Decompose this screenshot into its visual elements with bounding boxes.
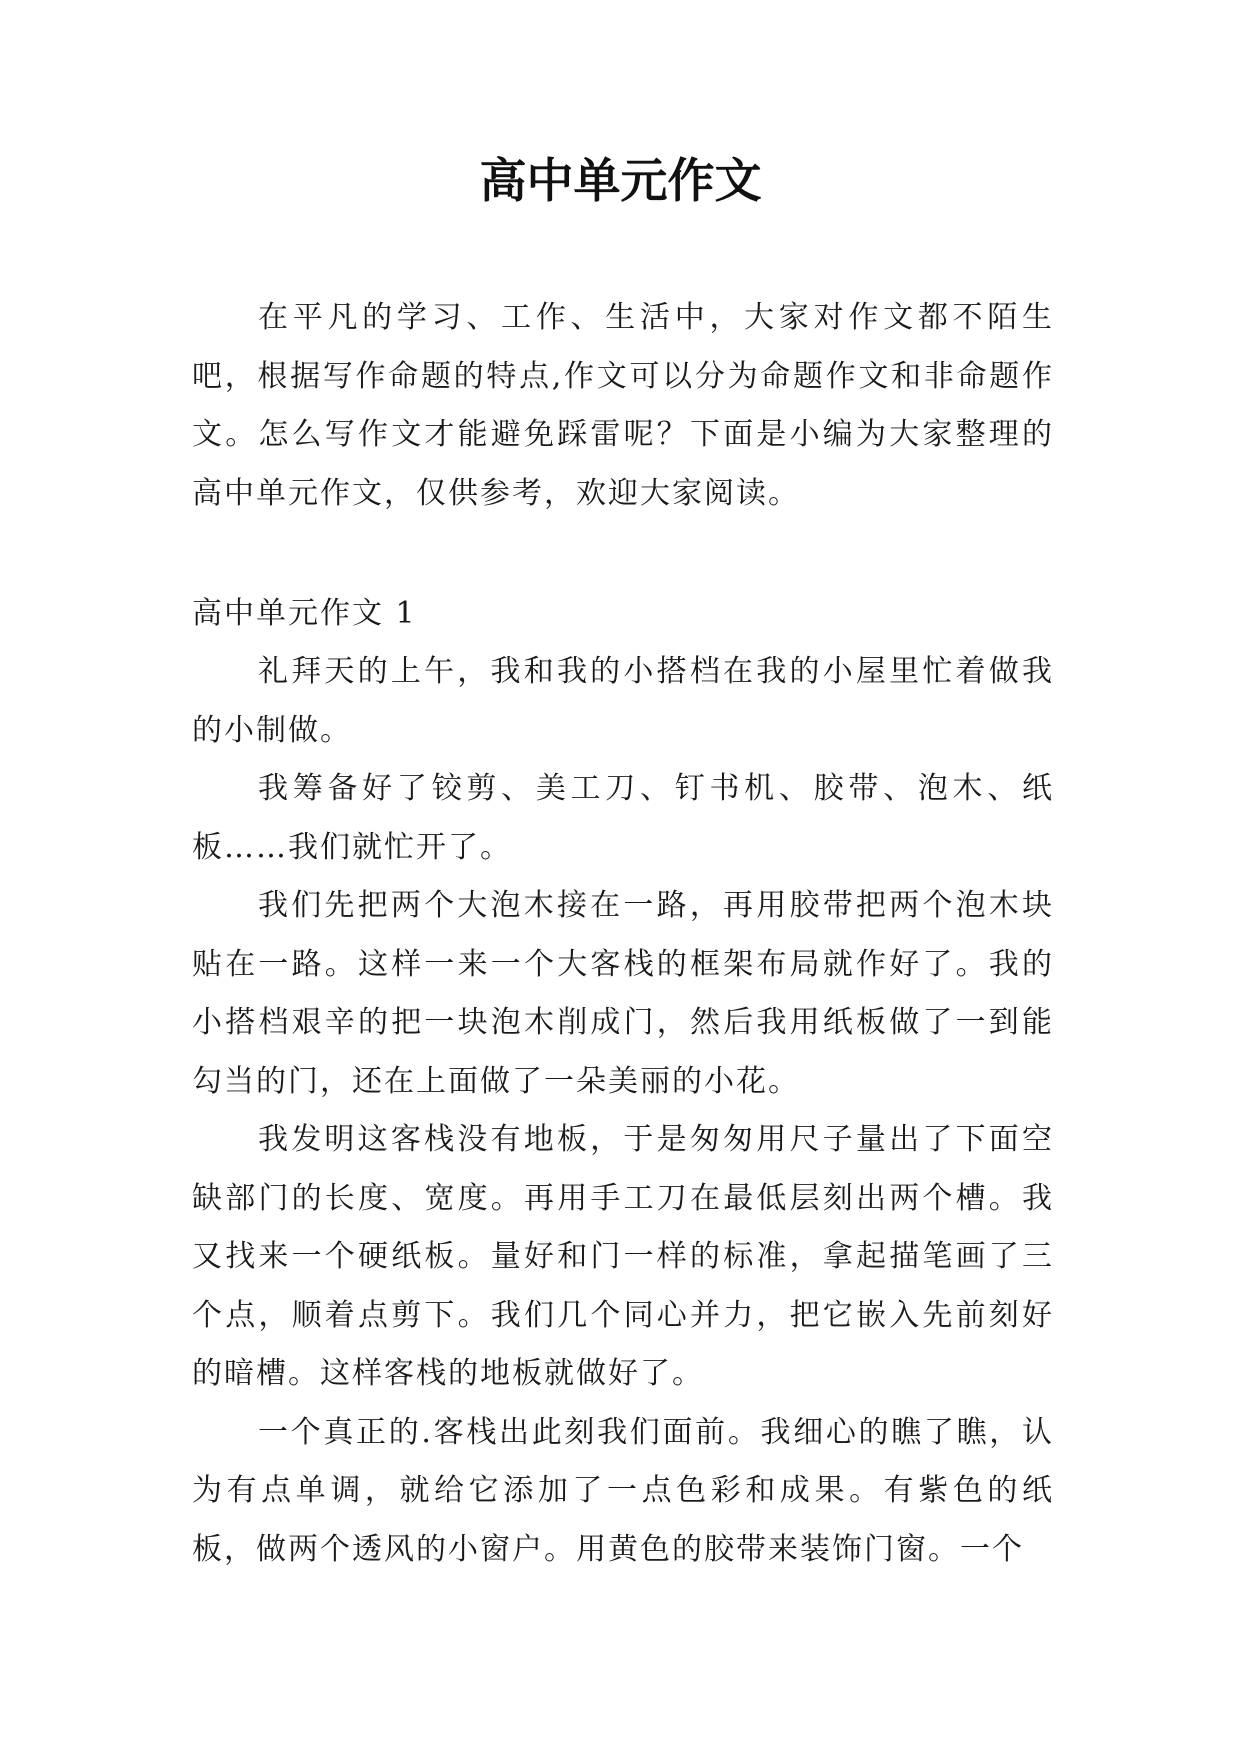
intro-paragraph: 在平凡的学习、工作、生活中，大家对作文都不陌生吧，根据写作命题的特点,作文可以分为命题作文和非命题作文。怎么写作文才能避免踩雷呢？下面是小编为大家整理的高中单元作文，仅供参考，欢迎大家阅读。 bbox=[192, 300, 1054, 511]
essay-paragraph-4: 我发明这客栈没有地板，于是匆匆用尺子量出了下面空缺部门的长度、宽度。再用手工刀在最低层刻出两个槽。我又找来一个硬纸板。量好和门一样的标准，拿起描笔画了三个点，顺着点剪下。我们几个同心并力，把它嵌入先前刻好的暗槽。这样客栈的地板就做好了。 bbox=[192, 1122, 1054, 1391]
document-title: 高中单元作文 bbox=[479, 154, 762, 209]
section-heading: 高中单元作文 1 bbox=[192, 596, 417, 631]
essay-body bbox=[192, 643, 1054, 1579]
essay-paragraph-1: 礼拜天的上午，我和我的小搭档在我的小屋里忙着做我的小制做。 bbox=[192, 654, 1054, 748]
essay-paragraph-5: 一个真正的.客栈出此刻我们面前。我细心的瞧了瞧，认为有点单调，就给它添加了一点色彩和成果。有紫色的纸板，做两个透风的小窗户。用黄色的胶带来装饰门窗。一个 bbox=[192, 1414, 1054, 1567]
intro-block bbox=[192, 289, 1054, 523]
essay-paragraph-2: 我筹备好了铰剪、美工刀、钉书机、胶带、泡木、纸板……我们就忙开了。 bbox=[192, 771, 1054, 865]
essay-paragraph-3: 我们先把两个大泡木接在一路，再用胶带把两个泡木块贴在一路。这样一来一个大客栈的框架布局就作好了。我的小搭档艰辛的把一块泡木削成门，然后我用纸板做了一到能勾当的门，还在上面做了一朵美丽的小花。 bbox=[192, 888, 1054, 1099]
